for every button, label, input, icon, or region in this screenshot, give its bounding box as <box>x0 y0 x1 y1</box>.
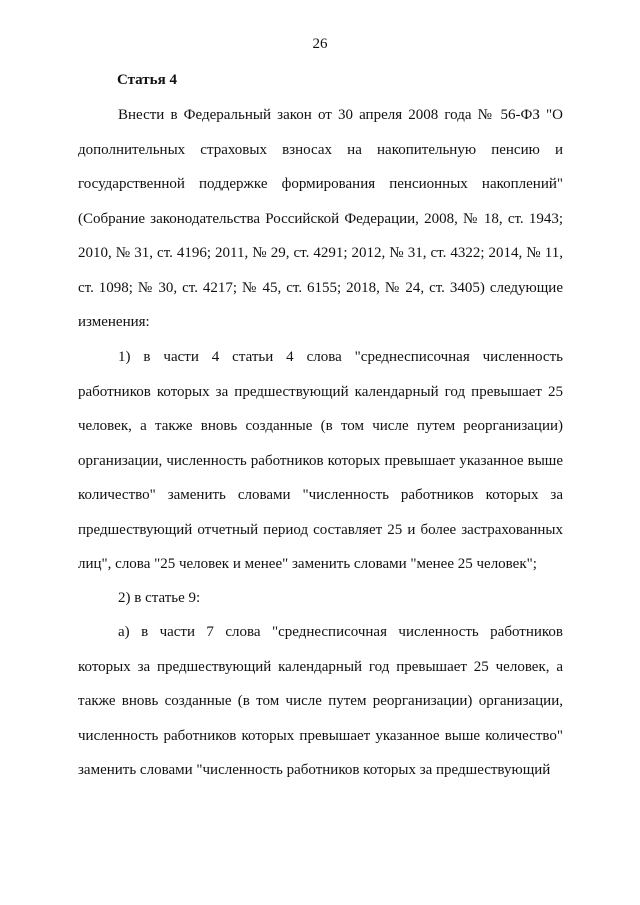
paragraph-subitem-a: а) в части 7 слова "среднесписочная численность работников которых за предшествующий календарный год превышает 25 человек, а также вновь созданные (в том числе путем реорганизации) организации, численность работников которых превышает указанное выше количество" заменить словами "численность работников которых за предшествующий <box>78 624 563 778</box>
paragraph-item-1: 1) в части 4 статьи 4 слова "среднесписочная численность работников которых за предшествующий календарный год превышает 25 человек, а также вновь созданные (в том числе путем реорганизации) организации, численность работников которых превышает указанное выше количество" заменить словами "численность работников которых за предшествующий отчетный период составляет 25 и более застрахованных лиц", слова "25 человек и менее" заменить словами "менее 25 человек"; <box>78 349 563 572</box>
paragraph-intro: Внести в Федеральный закон от 30 апреля 2008 года № 56-ФЗ "О дополнительных страховых взносах на накопительную пенсию и государственной поддержке формирования пенсионных накоплений" (Собрание законодательства Российской Федерации, 2008, № 18, ст. 1943; 2010, № 31, ст. 4196; 2011, № 29, ст. 4291; 2012, № 31, ст. 4322; 2014, № 11, ст. 1098; № 30, ст. 4217; № 45, ст. 6155; 2018, № 24, ст. 3405) следующие изменения: <box>78 107 563 330</box>
page-number: 26 <box>312 36 328 52</box>
article-title: Статья 4 <box>117 72 177 88</box>
paragraph-item-2: 2) в статье 9: <box>118 590 201 606</box>
